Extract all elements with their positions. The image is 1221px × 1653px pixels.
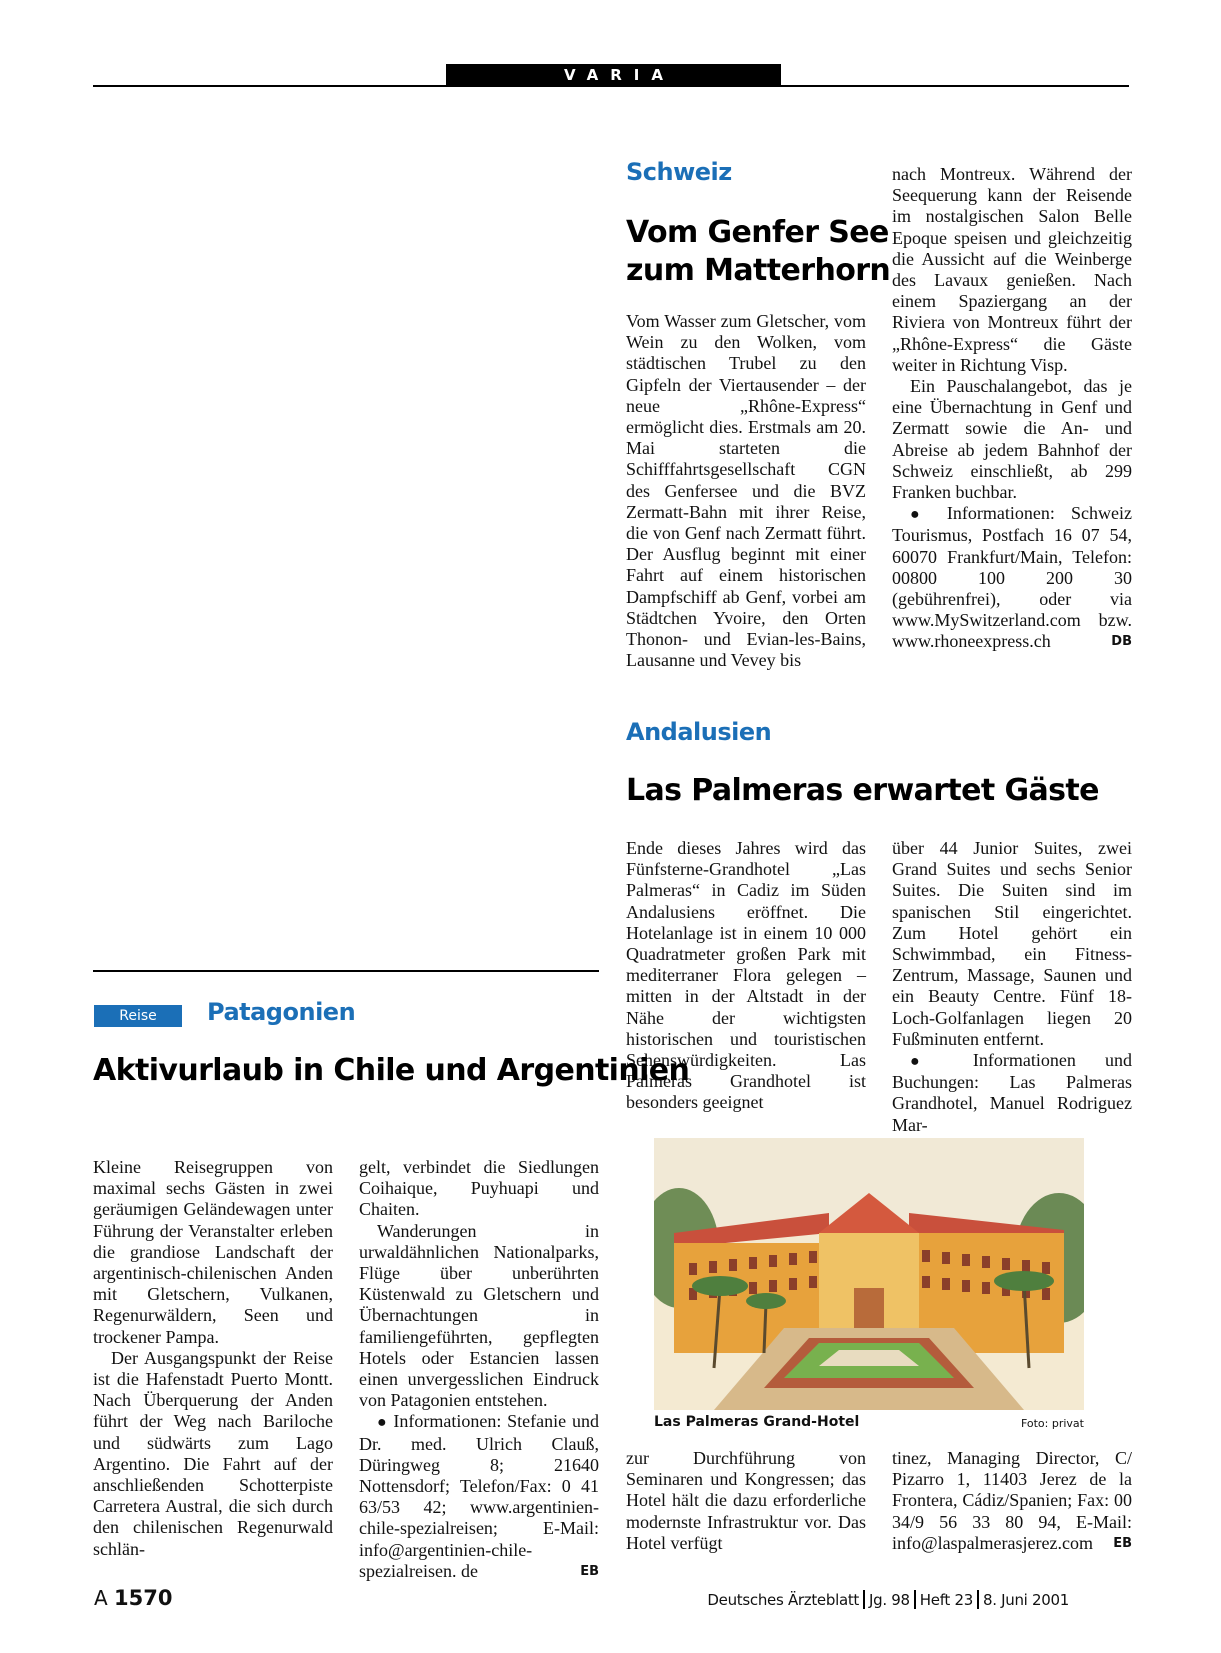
schweiz-column-2 — [892, 164, 1132, 653]
patagonien-paragraph-4: Wanderungen in urwaldähnlichen Nationalparks, Flüge über unberührten Küstenwald zu Gletschern und Übernachtungen in familiengeführten, gepflegten Hotels oder Estancien lassen einen unvergesslichen Eindruck von Patagonien entstehen. — [359, 1220, 599, 1411]
andalusien-column-4 — [892, 1448, 1132, 1554]
photo-caption: Las Palmeras Grand-Hotel — [654, 1414, 860, 1430]
patagonien-paragraph-2: Der Ausgangspunkt der Reise ist die Hafenstadt Puerto Montt. Nach Überquerung der Anden führt der Weg nach Bariloche und südwärts zum Lago Argentino. Die Fahrt auf der anschließenden Schotterpiste Carretera Austral, die sich durch den chilenischen Regenurwald schlän- — [93, 1347, 333, 1559]
footer-separator — [863, 1590, 865, 1609]
patagonien-column-1 — [93, 1157, 333, 1560]
hotel-photo — [654, 1138, 1084, 1410]
bullet-icon: ● — [910, 506, 947, 524]
schweiz-paragraph-2: nach Montreux. Während der Seequerung kann der Reisende im nostalgischen Salon Belle Epoque speisen und gleichzeitig die Aussicht auf die Weinberge des Lavaux genießen. Nach einem Spaziergang an der Riviera von Montreux führt der „Rhône-Express“ die Gäste weiter in Richtung Visp. — [892, 164, 1132, 375]
andalusien-info-text: Informationen und Buchungen: Las Palmeras Grandhotel, Manuel Rodriguez Mar- — [892, 1050, 1132, 1135]
patagonien-headline: Aktivurlaub in Chile und Argentinien — [93, 1053, 690, 1088]
schweiz-headline-line2: zum Matterhorn — [626, 253, 891, 288]
andalusien-paragraph-4 — [892, 1448, 1132, 1554]
andalusien-paragraph-1: Ende dieses Jahres wird das Fünfsterne-Grandhotel „Las Palmeras“ in Cadiz im Süden Andalusiens eröffnet. Die Hotelanlage ist in einem 10 000 Quadratmeter großen Park mit mediterraner Flora gelegen – mitten in der Altstadt in der Nähe der wichtigsten historischen und touristischen Sehenswürdigkeiten. Las Palmeras Grandhotel ist besonders geeignet — [626, 838, 866, 1113]
hotel-illustration — [654, 1138, 1084, 1410]
journal-volume: Jg. 98 — [869, 1591, 910, 1609]
reise-badge: Reise — [94, 1005, 182, 1027]
page-number-value: 1570 — [114, 1586, 173, 1610]
schweiz-kicker: Schweiz — [626, 158, 732, 186]
bullet-icon: ● — [910, 1053, 973, 1071]
andalusien-column-2 — [892, 838, 1132, 1136]
patagonien-info-paragraph — [359, 1411, 599, 1582]
schweiz-column-1 — [626, 311, 866, 671]
andalusien-headline: Las Palmeras erwartet Gäste — [626, 773, 1099, 808]
page-prefix: A — [94, 1586, 108, 1610]
bullet-icon: ● — [377, 1414, 394, 1432]
patagonien-rule — [93, 970, 599, 972]
schweiz-info-paragraph — [892, 503, 1132, 652]
section-header: VARIA — [446, 64, 781, 86]
andalusien-kicker: Andalusien — [626, 718, 772, 746]
patagonien-info-text: Informationen: Stefanie und Dr. med. Ulrich Clauß, Düringweg 8; 21640 Nottensdorf; Telefon/Fax: 0 41 63/53 42; www.argentinien-chile-spezialreisen; E-Mail: info@argentinien-chile-spezialreisen. de — [359, 1411, 599, 1581]
journal-footer — [707, 1590, 1069, 1609]
page-number — [94, 1586, 173, 1610]
photo-credit: Foto: privat — [1020, 1417, 1084, 1430]
journal-date: 8. Juni 2001 — [982, 1591, 1069, 1609]
journal-name: Deutsches Ärzteblatt — [707, 1591, 860, 1609]
schweiz-author: DB — [1111, 634, 1132, 650]
patagonien-kicker: Patagonien — [207, 998, 356, 1026]
andalusien-column-3 — [626, 1448, 866, 1554]
schweiz-paragraph-3: Ein Pauschalangebot, das je eine Übernachtung in Genf und Zermatt sowie die An- und Abreise ab jedem Bahnhof der Schweiz einschließt, ab 299 Franken buchbar. — [892, 376, 1132, 503]
patagonien-column-2 — [359, 1157, 599, 1582]
andalusien-info-paragraph — [892, 1050, 1132, 1136]
andalusien-contact-text: tinez, Managing Director, C/ Pizarro 1, 11403 Jerez de la Frontera, Cádiz/Spanien; Fax: 00 34/9 56 33 80 94, E-Mail: info@laspalmerasjerez.com — [892, 1448, 1132, 1553]
patagonien-paragraph-3: gelt, verbindet die Siedlungen Coihaique, Puyhuapi und Chaiten. — [359, 1157, 599, 1220]
andalusien-paragraph-3: zur Durchführung von Seminaren und Kongressen; das Hotel hält die dazu erforderliche modernste Infrastruktur vor. Das Hotel verfügt — [626, 1448, 866, 1553]
patagonien-author: EB — [580, 1563, 599, 1579]
footer-separator — [914, 1590, 916, 1609]
schweiz-info-text: Informationen: Schweiz Tourismus, Postfach 16 07 54, 60070 Frankfurt/Main, Telefon: 00800 100 200 30 (gebührenfrei), oder via www.MySwitzerland.com bzw. www.rhoneexpress.ch — [892, 503, 1132, 652]
andalusien-paragraph-2: über 44 Junior Suites, zwei Grand Suites und sechs Senior Suites. Die Suiten sind im spanischen Stil eingerichtet. Zum Hotel gehört ein Schwimmbad, ein Fitness-Zentrum, Massage, Saunen und ein Beauty Centre. Fünf 18-Loch-Golfanlagen liegen 20 Fußminuten entfernt. — [892, 838, 1132, 1049]
andalusien-author: EB — [1113, 1535, 1132, 1551]
schweiz-headline-line1: Vom Genfer See — [626, 215, 889, 250]
footer-separator — [977, 1590, 979, 1609]
schweiz-paragraph-1: Vom Wasser zum Gletscher, vom Wein zu den Wolken, vom städtischen Trubel zu den Gipfeln der Viertausender – der neue „Rhône-Express“ ermöglicht dies. Erstmals am 20. Mai starteten die Schifffahrtsgesellschaft CGN des Genfersee und die BVZ Zermatt-Bahn mit ihrer Reise, die von Genf nach Zermatt führt. Der Ausflug beginnt mit einer Fahrt auf einem historischen Dampfschiff ab Genf, vorbei am Städtchen Yvoire, den Orten Thonon- und Evian-les-Bains, Lausanne und Vevey bis — [626, 311, 866, 671]
schweiz-headline — [626, 214, 890, 290]
patagonien-paragraph-1: Kleine Reisegruppen von maximal sechs Gästen in zwei geräumigen Geländewagen unter Führung der Veranstalter erleben die grandiose Landschaft der argentinisch-chilenischen Anden mit Gletschern, Vulkanen, Regenurwäldern, Seen und trockener Pampa. — [93, 1157, 333, 1347]
journal-issue: Heft 23 — [919, 1591, 973, 1609]
